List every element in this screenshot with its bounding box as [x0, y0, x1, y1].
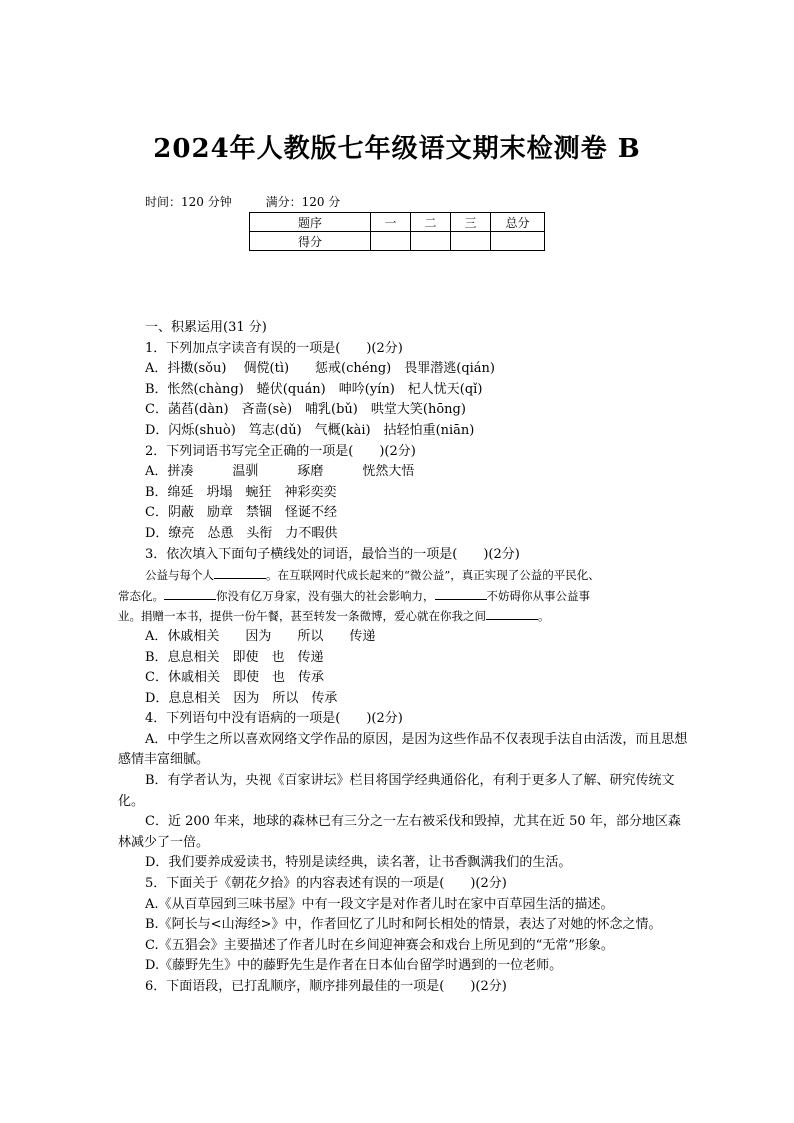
q3-option-c: C．休戚相关 即使 也 传承 — [145, 670, 324, 686]
header-part-2: 二 — [411, 213, 451, 232]
header-part-3: 三 — [451, 213, 491, 232]
q2-option-a: A．拼凑 温驯 琢磨 恍然大悟 — [145, 464, 415, 480]
q3-passage-text: 。 — [538, 609, 550, 624]
q1-option-c: C．菡萏(dàn) 吝啬(sè) 哺乳(bǔ) 哄堂大笑(hōng) — [145, 402, 466, 418]
q5-option-b: B.《阿长与<山海经>》中，作者回忆了儿时和阿长相处的情景，表达了对她的怀念之情。 — [145, 917, 662, 933]
q5-option-d: D.《藤野先生》中的藤野先生是作者在日本仙台留学时遇到的一位老师。 — [145, 958, 563, 974]
fill-blank-3[interactable] — [435, 587, 487, 600]
q3-passage-text: 不妨碍你从事公益事 — [486, 588, 590, 603]
score-cell-total[interactable] — [491, 232, 545, 251]
q4-option-b: B．有学者认为，央视《百家讲坛》栏目将国学经典通俗化，有利于更多人了解、研究传统文化。 — [118, 773, 675, 809]
q3-option-b: B．息息相关 即使 也 传递 — [145, 649, 324, 665]
row-label-score: 得分 — [250, 232, 371, 251]
q3-stem: 3．依次填入下面句子横线处的词语，最恰当的一项是( )(2分) — [145, 546, 520, 562]
header-total: 总分 — [491, 213, 545, 232]
fill-blank-4[interactable] — [486, 607, 538, 620]
q3-passage-text: 你没有亿万身家，没有强大的社会影响力， — [216, 588, 435, 603]
score-table-score-row — [250, 232, 545, 251]
q4-stem: 4．下列语句中没有语病的一项是( )(2分) — [145, 711, 403, 727]
score-cell-2[interactable] — [411, 232, 451, 251]
page-title: 2024年人教版七年级语文期末检测卷 B — [153, 134, 641, 164]
q5-stem: 5．下面关于《朝花夕拾》的内容表述有误的一项是( )(2分) — [145, 876, 507, 892]
q3-passage-text: 公益与每个人 — [145, 568, 214, 583]
header-question-no: 题序 — [250, 213, 371, 232]
q1-option-d: D．闪烁(shuò) 笃志(dǔ) 气概(kài) 拈轻怕重(niān) — [145, 422, 475, 438]
score-table-header-row — [250, 213, 545, 232]
q3-passage-text: 业。捐赠一本书，提供一份午餐，甚至转发一条微博，爱心就在你我之间 — [118, 609, 486, 624]
q5-option-a: A.《从百草园到三味书屋》中有一段文字是对作者儿时在家中百草园生活的描述。 — [145, 896, 614, 912]
q3-passage-text: 常态化。 — [118, 588, 164, 603]
time-limit: 时间：120 分钟 — [145, 195, 232, 209]
q4-option-d: D．我们要养成爱读书，特别是读经典，读名著，让书香飘满我们的生活。 — [145, 855, 572, 871]
q6-stem: 6．下面语段，已打乱顺序，顺序排列最佳的一项是( )(2分) — [145, 979, 507, 994]
header-part-1: 一 — [371, 213, 411, 232]
q2-option-d: D．缭亮 怂恿 头衔 力不暇供 — [145, 525, 338, 541]
q3-passage-line-2 — [118, 586, 688, 607]
q2-stem: 2．下列词语书写完全正确的一项是( )(2分) — [145, 443, 416, 459]
full-score: 满分：120 分 — [265, 195, 341, 209]
q4-option-c: C．近 200 年来，地球的森林已有三分之一左右被采伐和毁掉，尤其在近 50 年，部分地区森林减少了一倍。 — [118, 814, 681, 850]
q2-option-c: C．阴蔽 励章 禁锢 怪诞不经 — [145, 505, 337, 521]
exam-body — [118, 318, 688, 998]
q3-option-a: A．休戚相关 因为 所以 传递 — [145, 628, 376, 644]
exam-meta — [145, 193, 370, 210]
fill-blank-1[interactable] — [214, 566, 266, 579]
score-table — [249, 212, 545, 251]
q4-option-a: A．中学生之所以喜欢网络文学作品的原因，是因为这些作品不仅表现手法自由活泼，而且思想感情丰富细腻。 — [118, 731, 688, 768]
score-cell-3[interactable] — [451, 232, 491, 251]
q1-option-b: B．怅然(chàng) 蜷伏(quán) 呻吟(yín) 杞人忧天(qǐ) — [145, 381, 483, 397]
score-cell-1[interactable] — [371, 232, 411, 251]
q5-option-c: C.《五猖会》主要描述了作者儿时在乡间迎神赛会和戏台上所见到的“无常”形象。 — [145, 937, 614, 953]
q1-option-a: A．抖擞(sǒu) 倜傥(tì) 惩戒(chéng) 畏罪潜逃(qián) — [145, 361, 495, 377]
q1-stem: 1．下列加点字读音有误的一项是( )(2分) — [145, 340, 403, 356]
q3-passage-line-3 — [118, 606, 688, 627]
section-heading: 一、积累运用(31 分) — [145, 320, 267, 335]
q3-passage-text: 。在互联网时代成长起来的“微公益”，真正实现了公益的平民化、 — [266, 568, 600, 583]
fill-blank-2[interactable] — [164, 587, 216, 600]
q3-option-d: D．息息相关 因为 所以 传承 — [145, 690, 338, 706]
q3-passage-line-1 — [118, 565, 688, 586]
q2-option-b: B．绵延 坍塌 蜿狂 神彩奕奕 — [145, 484, 337, 500]
